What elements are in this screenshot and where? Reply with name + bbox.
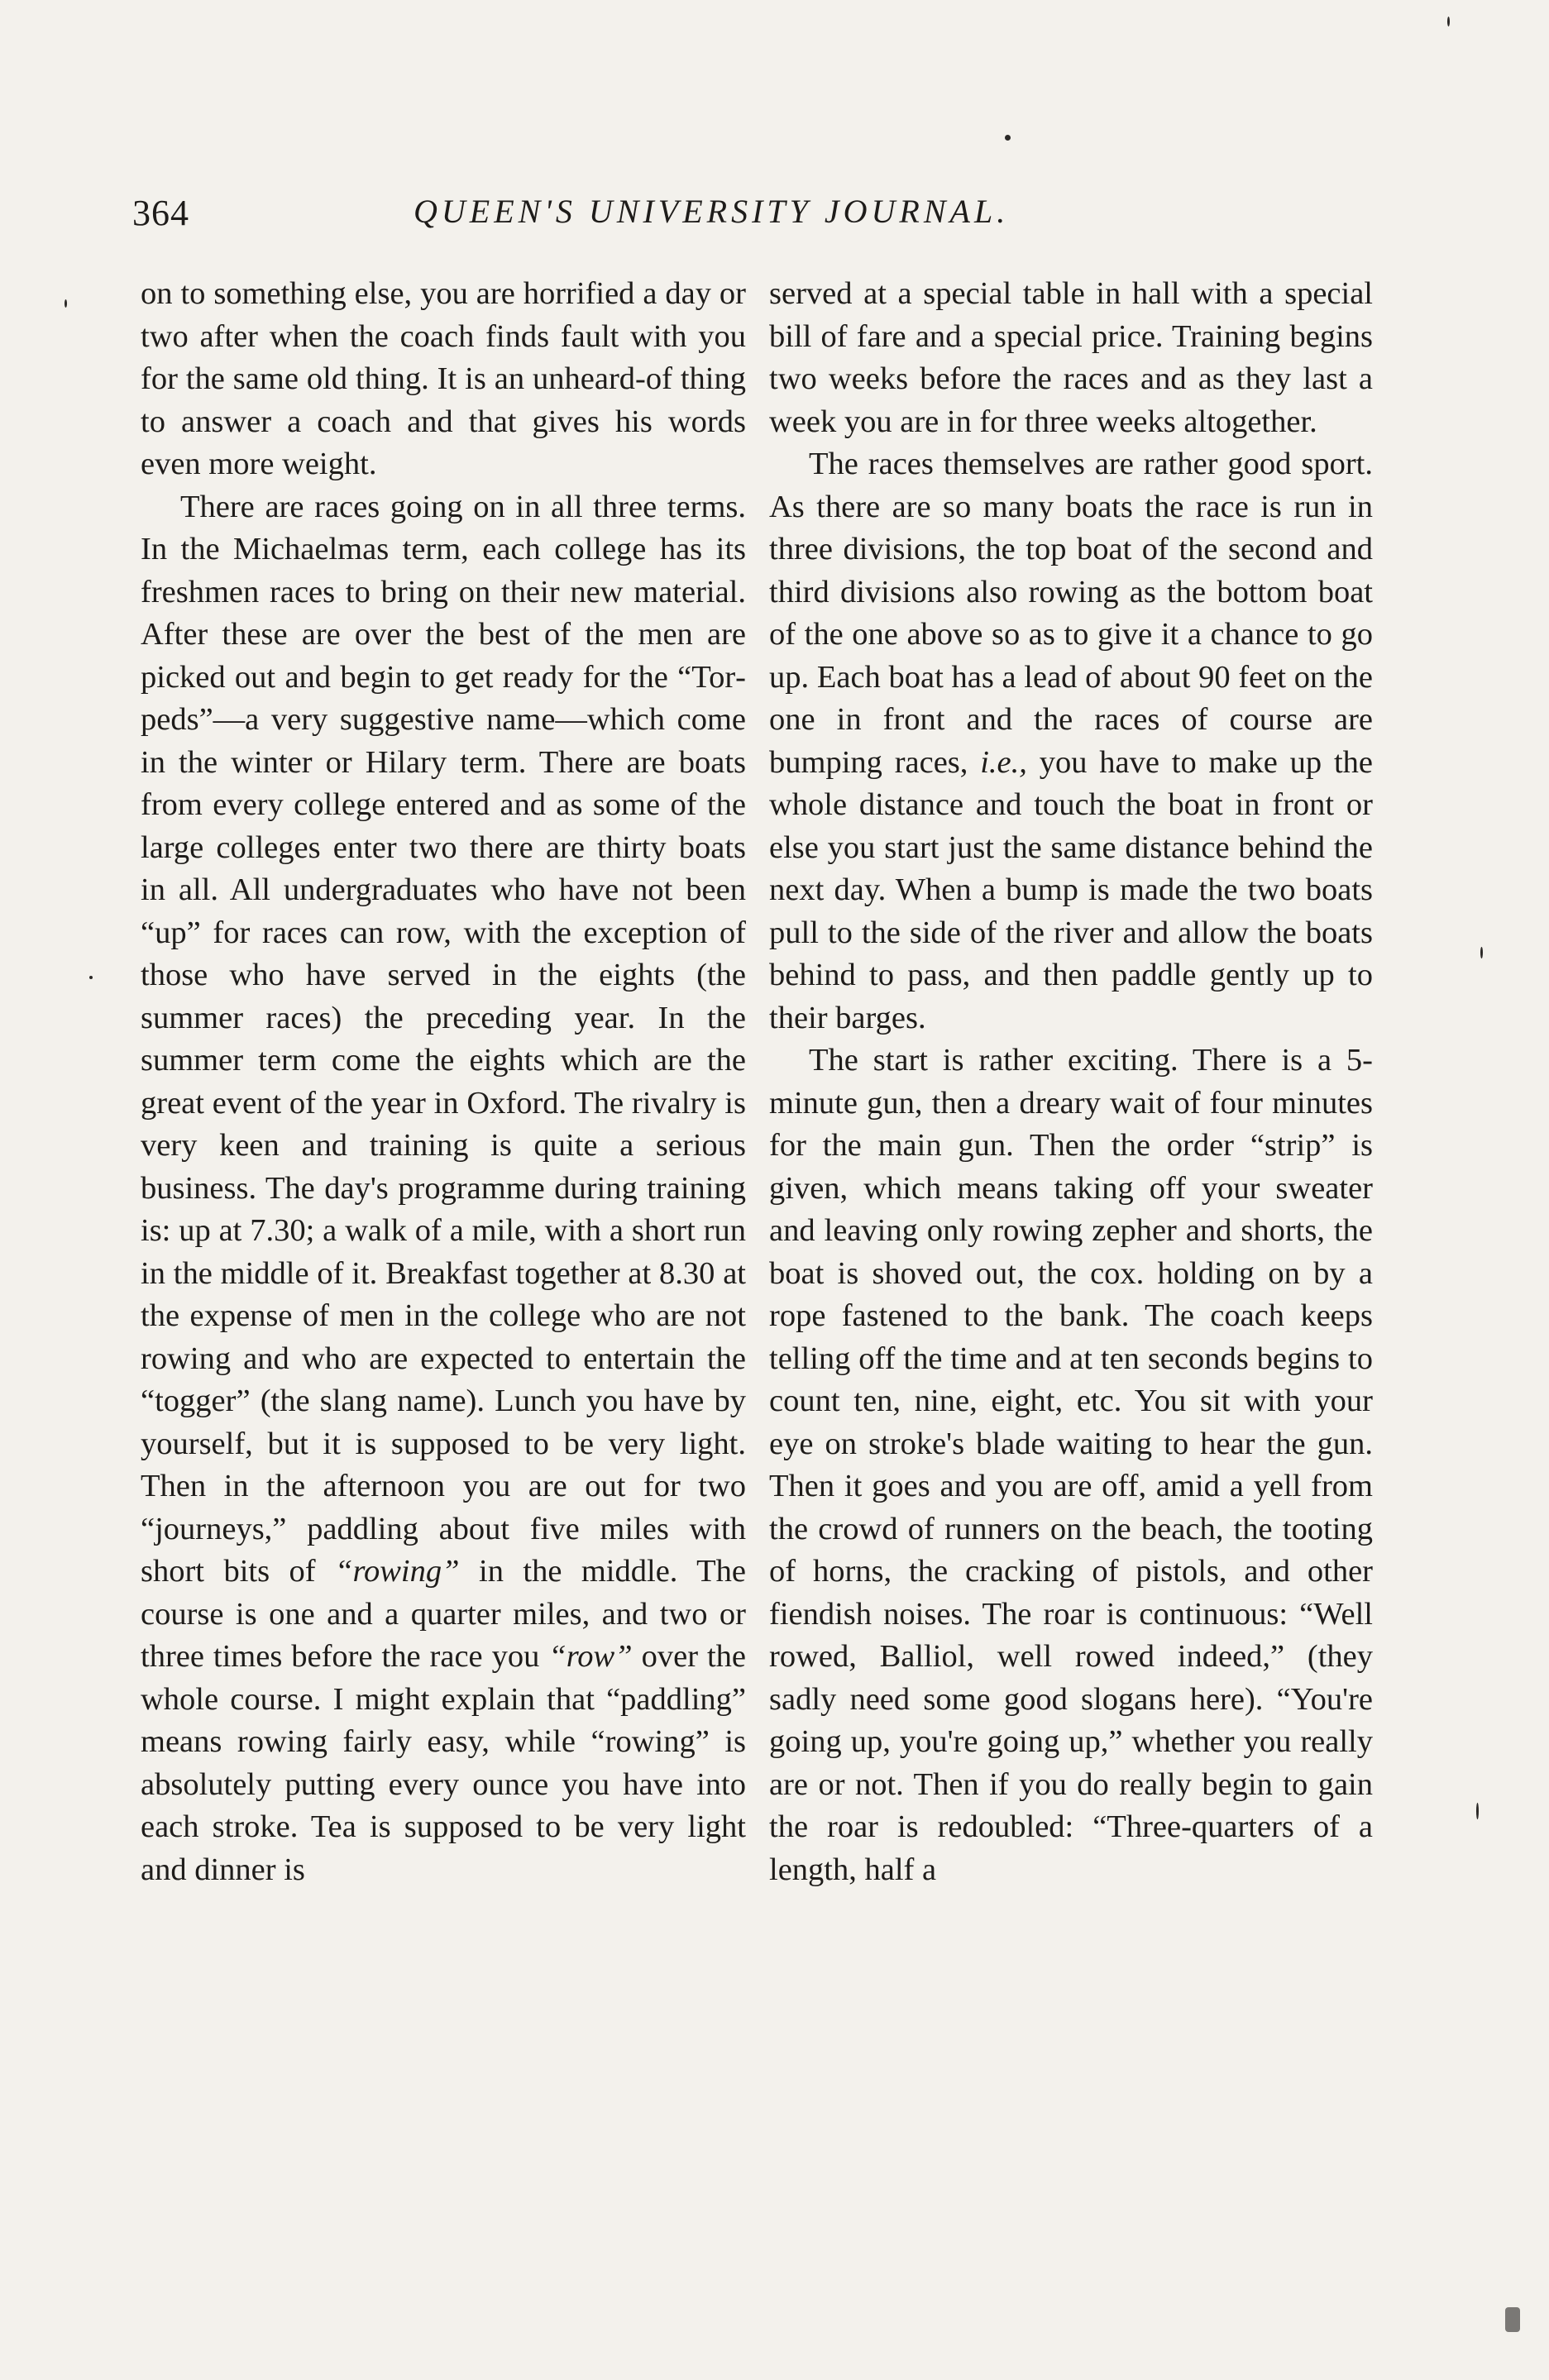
italic-ie: i.e., — [980, 744, 1027, 780]
left-paragraph-2 — [141, 486, 746, 1892]
right-paragraph-2-end: you have to make up the whole distance and touch the boat in front or else you start just the same distance behind the next day. When a bump is made the two boats pull to the side of the river and allow the boats behind to pass, and then paddle gently up to their barges. — [769, 744, 1374, 1035]
page-number: 364 — [132, 193, 189, 233]
print-speck — [1505, 2307, 1520, 2332]
print-speck — [89, 976, 93, 979]
left-column — [141, 273, 746, 1891]
right-paragraph-3: The start is rather exciting. There is a 5-minute gun, then a dreary wait of four minutes for the main gun. Then the order “strip” is given, which means taking off your sweater and leaving only rowing zepher and shorts, the boat is shoved out, the cox. holding on by a rope fastened to the bank. The coach keeps telling off the time and at ten seconds begins to count ten, nine, eight, etc. You sit with your eye on stroke's blade waiting to hear the gun. Then it goes and you are off, amid a yell from the crowd of runners on the beach, the tooting of horns, the cracking of pistols, and other fiendish noises. The roar is continuous: “Well rowed, Balliol, well rowed indeed,” (they sadly need some good slogans here). “You're going up, you're going up,” whether you really are or not. Then if you do really begin to gain the roar is redoubled: “Three-quarters of a length, half a — [769, 1043, 1373, 1887]
right-paragraph-2-text: The races themselves are rather good sport. As there are so many boats the race is run in three divisions, the top boat of the second and third divisions also rowing as the bottom boat of the one above so as to give it a chance to go up. Each boat has a lead of about 90 feet on the one in front and the races of course are bumping races, — [769, 447, 1373, 780]
page-header — [132, 192, 1365, 250]
print-speck — [1447, 17, 1450, 26]
italic-row: “row” — [548, 1639, 633, 1674]
print-speck — [65, 299, 67, 308]
right-column — [769, 273, 1373, 1891]
print-speck — [1480, 947, 1483, 958]
print-speck — [1005, 135, 1011, 141]
left-paragraph-2-end: over the whole course. I might explain that “paddling” means rowing fairly easy, while “rowing” is absolutely putting every ounce you have into each stroke. Tea is supposed to be very light and dinner is — [141, 1639, 747, 1887]
left-paragraph-2-text: There are races going on in all three terms. In the Michaelmas term, each college has its freshmen races to bring on their new material. After these are over the best of the men are picked out and begin to get ready for the “Torpeds”—a very suggestive name—which come in the winter or Hilary term. There are boats from every college entered and as some of the large colleges enter two there are thirty boats in all. All undergraduates who have not been “up” for races can row, with the exception of those who have served in the eights (the summer races) the preceding year. In the summer term come the eights which are the great event of the year in Oxford. The rivalry is very keen and training is quite a serious business. The day's programme during training is: up at 7.30; a walk of a mile, with a short run in the middle of it. Breakfast together at 8.30 at the expense of men in the college who are not rowing and who are expected to entertain the “togger” (the slang name). Lunch you have by yourself, but it is supposed to be very light. Then in the afternoon you are out for two “journeys,” paddling about five miles with short bits of — [141, 489, 746, 1589]
left-paragraph-2-cont: in the middle. The course is one and a quarter miles, and two or three times before the race you — [141, 1554, 747, 1674]
left-paragraph-1: on to something else, you are horrified a day or two after when the coach finds fault with you for the same old thing. It is an unheard-of thing to answer a coach and that gives his words even more weight. — [141, 276, 746, 481]
italic-rowing: “rowing” — [335, 1554, 460, 1589]
right-paragraph-2 — [769, 443, 1373, 1039]
print-speck — [1476, 1803, 1479, 1819]
right-paragraph-1: served at a special table in hall with a special bill of fare and a special price. Training begins two weeks before the races and as they last a week you are in for three weeks altogether. — [769, 276, 1373, 439]
running-title: QUEEN'S UNIVERSITY JOURNAL. — [414, 193, 1010, 230]
